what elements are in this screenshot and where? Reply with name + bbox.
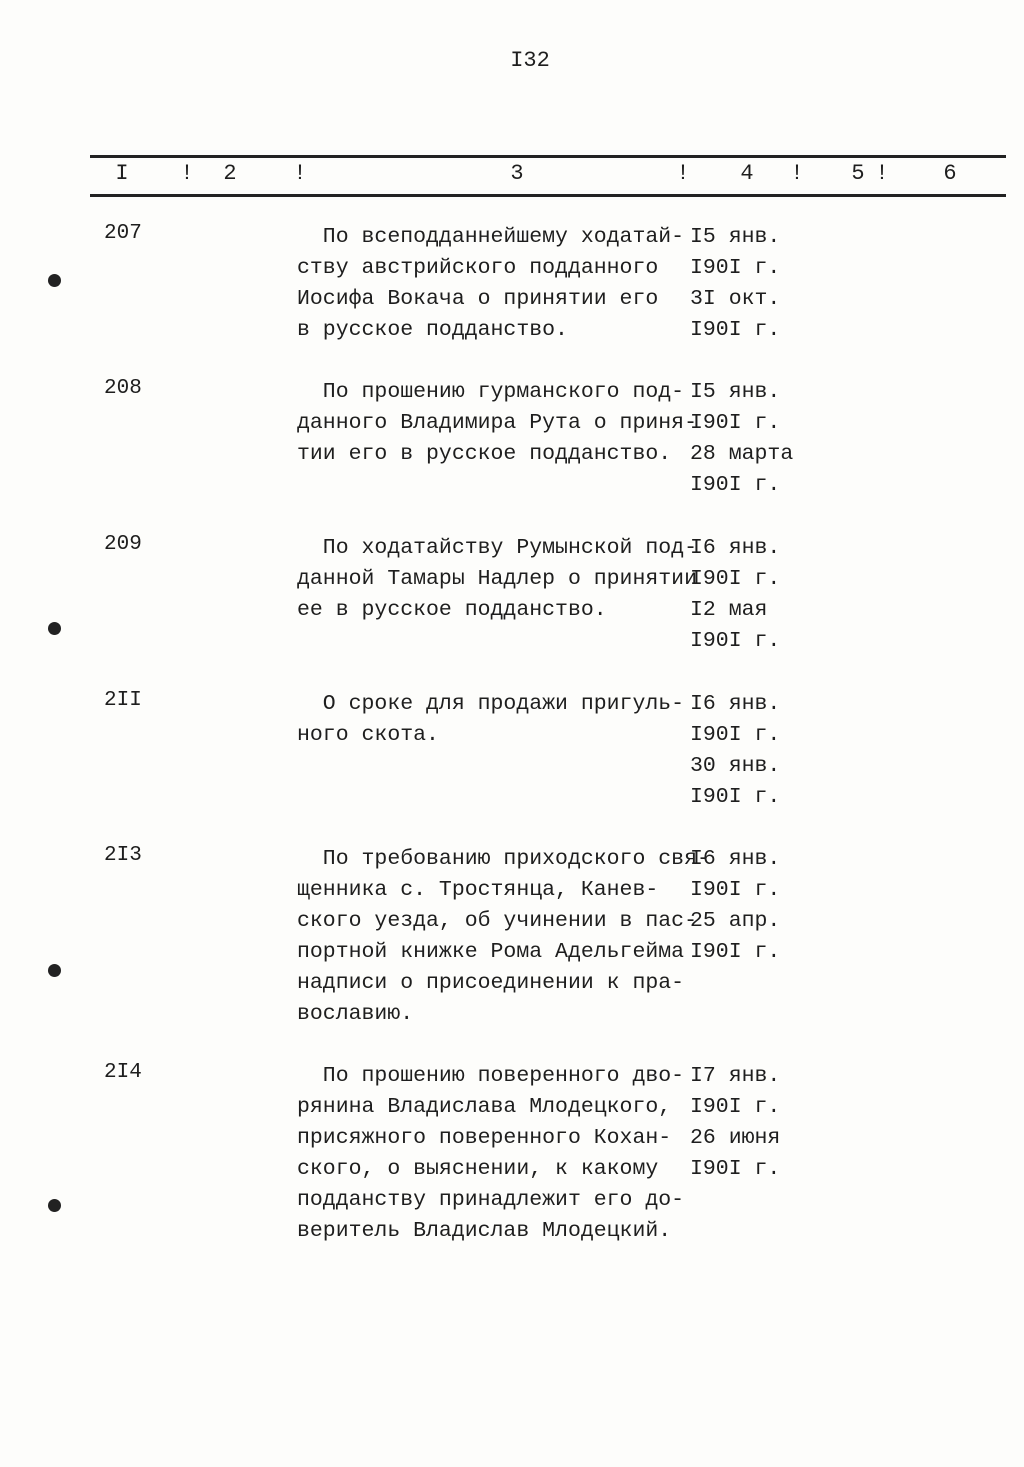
description-line: ству австрийского подданного	[297, 256, 659, 280]
description-line: О сроке для продажи пригуль-	[297, 692, 685, 716]
date-line: I90I г.	[690, 629, 781, 653]
description-line: ского уезда, об учинении в пас-	[297, 909, 697, 933]
description-line: тии его в русское подданство.	[297, 442, 672, 466]
description-line: По прошению поверенного дво-	[297, 1064, 685, 1088]
description-line: присяжного поверенного Кохан-	[297, 1126, 672, 1150]
description-line: надписи о присоединении к пра-	[297, 971, 685, 995]
entry-description	[297, 844, 710, 1030]
description-line: веритель Владислав Млодецкий.	[297, 1219, 672, 1243]
date-line: I2 мая	[690, 598, 768, 622]
header-col-5: 5	[851, 161, 865, 186]
description-line: ного скота.	[297, 723, 439, 747]
punch-hole-mark	[48, 274, 61, 287]
entry-number: 209	[104, 533, 142, 556]
entry-number: 2I4	[104, 1061, 142, 1084]
date-line: 3I окт.	[690, 287, 781, 311]
punch-hole-mark	[48, 964, 61, 977]
description-line: портной книжке Рома Адельгейма	[297, 940, 685, 964]
date-line: I90I г.	[690, 940, 781, 964]
header-separator: !	[790, 161, 804, 186]
description-line: подданству принадлежит его до-	[297, 1188, 685, 1212]
entry-dates	[690, 533, 780, 657]
entry-dates	[690, 377, 793, 501]
date-line: I7 янв.	[690, 1064, 781, 1088]
header-col-3: 3	[510, 161, 524, 186]
punch-hole-mark	[48, 622, 61, 635]
date-line: I90I г.	[690, 1157, 781, 1181]
date-line: 25 апр.	[690, 909, 781, 933]
entry-dates	[690, 1061, 780, 1185]
date-line: I5 янв.	[690, 225, 781, 249]
description-line: в русское подданство.	[297, 318, 568, 342]
date-line: I90I г.	[690, 878, 781, 902]
entry-number: 207	[104, 222, 142, 245]
date-line: I6 янв.	[690, 847, 781, 871]
page-number: I32	[510, 48, 550, 73]
date-line: I90I г.	[690, 256, 781, 280]
header-separator: !	[180, 161, 194, 186]
header-col-1: I	[115, 161, 129, 186]
description-line: ее в русское подданство.	[297, 598, 607, 622]
date-line: I90I г.	[690, 411, 781, 435]
date-line: 28 марта	[690, 442, 794, 466]
entry-number: 208	[104, 377, 142, 400]
punch-hole-mark	[48, 1199, 61, 1212]
date-line: I6 янв.	[690, 692, 781, 716]
entry-dates	[690, 689, 780, 813]
description-line: Иосифа Вокача о принятии его	[297, 287, 659, 311]
entry-description	[297, 533, 697, 626]
date-line: I90I г.	[690, 567, 781, 591]
description-line: ского, о выяснении, к какому	[297, 1157, 659, 1181]
date-line: I90I г.	[690, 1095, 781, 1119]
date-line: I6 янв.	[690, 536, 781, 560]
description-line: По прошению гурманского под-	[297, 380, 685, 404]
entry-number: 2I3	[104, 844, 142, 867]
header-separator: !	[293, 161, 307, 186]
entry-description	[297, 377, 697, 470]
description-line: вославию.	[297, 1002, 414, 1026]
date-line: I90I г.	[690, 318, 781, 342]
date-line: 30 янв.	[690, 754, 781, 778]
description-line: рянина Владислава Млодецкого,	[297, 1095, 672, 1119]
header-top-rule	[90, 155, 1006, 158]
description-line: По требованию приходского свя-	[297, 847, 710, 871]
entry-description	[297, 222, 684, 346]
description-line: данного Владимира Рута о приня-	[297, 411, 697, 435]
header-col-2: 2	[223, 161, 237, 186]
entry-number: 2II	[104, 689, 142, 712]
date-line: 26 июня	[690, 1126, 781, 1150]
header-col-6: 6	[943, 161, 957, 186]
description-line: данной Тамары Надлер о принятии	[297, 567, 697, 591]
description-line: щенника с. Тростянца, Канев-	[297, 878, 659, 902]
entry-dates	[690, 844, 780, 968]
entry-description	[297, 1061, 684, 1247]
date-line: I90I г.	[690, 723, 781, 747]
entry-description	[297, 689, 684, 751]
date-line: I5 янв.	[690, 380, 781, 404]
description-line: По ходатайству Румынской под-	[297, 536, 697, 560]
date-line: I90I г.	[690, 473, 781, 497]
header-separator: !	[676, 161, 690, 186]
date-line: I90I г.	[690, 785, 781, 809]
description-line: По всеподданнейшему ходатай-	[297, 225, 685, 249]
entry-dates	[690, 222, 780, 346]
header-separator: !	[875, 161, 889, 186]
header-col-4: 4	[740, 161, 754, 186]
header-bottom-rule	[90, 194, 1006, 197]
